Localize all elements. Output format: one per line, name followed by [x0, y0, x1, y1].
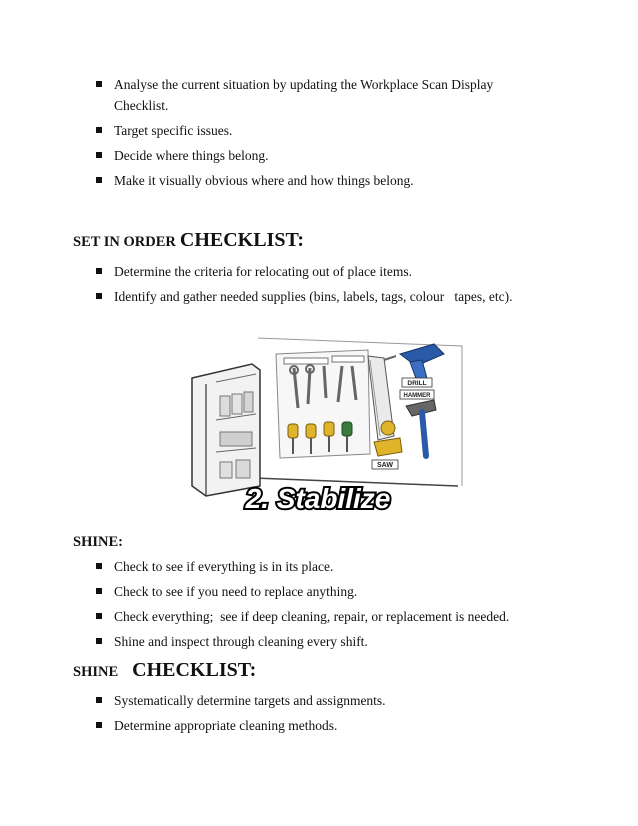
list-item: Determine appropriate cleaning methods. — [92, 715, 592, 736]
list-item: Check to see if everything is in its place. — [92, 556, 592, 577]
pegboard — [276, 350, 370, 458]
list-item: Analyse the current situation by updating the Workplace Scan Display Checklist. — [92, 74, 592, 116]
shine-bullet-list — [92, 556, 592, 656]
list-item: Target specific issues. — [92, 120, 592, 141]
svg-text:HAMMER: HAMMER — [403, 393, 431, 399]
tool-board-illustration — [172, 336, 464, 520]
set-in-order-heading: SET IN ORDER CHECKLIST: — [73, 229, 304, 251]
svg-text:2. Stabilize: 2. Stabilize — [245, 483, 391, 514]
stabilize-banner — [245, 483, 391, 514]
list-item: Check everything; see if deep cleaning, repair, or replacement is needed. — [92, 606, 592, 627]
shine-checklist-heading: SHINE CHECKLIST: — [73, 659, 257, 681]
list-item: Systematically determine targets and assignments. — [92, 690, 592, 711]
list-item: Check to see if you need to replace anything. — [92, 581, 592, 602]
shine-heading: SHINE: — [73, 534, 123, 550]
shelf-cabinet — [192, 364, 260, 496]
list-item: Determine the criteria for relocating out of place items. — [92, 261, 592, 282]
svg-text:SAW: SAW — [377, 462, 393, 469]
shine-checklist-bullet-list — [92, 690, 592, 740]
list-item: Identify and gather needed supplies (bins, labels, tags, colour tapes, etc). — [92, 286, 592, 307]
set-in-order-bullet-list — [92, 261, 592, 311]
stabilize-illustration — [172, 336, 464, 520]
svg-text:DRILL: DRILL — [407, 380, 427, 387]
list-item: Make it visually obvious where and how things belong. — [92, 170, 592, 191]
list-item: Decide where things belong. — [92, 145, 592, 166]
list-item: Shine and inspect through cleaning every shift. — [92, 631, 592, 652]
intro-bullet-list — [92, 74, 592, 195]
